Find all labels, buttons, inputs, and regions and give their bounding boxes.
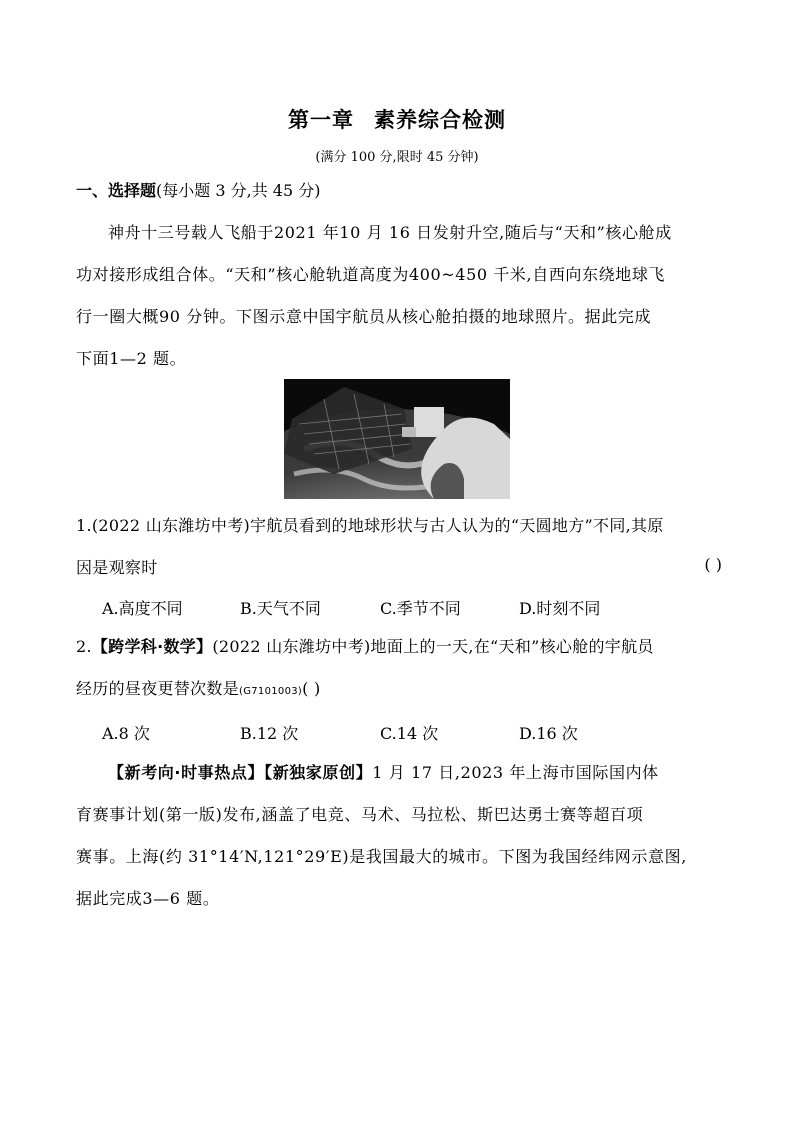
q2-line1-text: (2022 山东潍坊中考)地面上的一天,在“天和”核心舱的宇航员 (212, 637, 654, 656)
q2-option-b[interactable]: B.12 次 (240, 724, 299, 743)
intro-paragraph-2 (76, 752, 722, 920)
intro2-line: 赛事。上海(约 31°14′N,121°29′E)是我国最大的城市。下图为我国经纬网示意图, (76, 847, 687, 866)
q1-option-a[interactable]: A.高度不同 (102, 599, 183, 618)
intro2-tag-1: 【新考向·时事热点】 (108, 763, 265, 782)
intro-paragraph-1 (76, 212, 722, 380)
intro2-line: 据此完成3—6 题。 (76, 889, 220, 908)
q1-option-d[interactable]: D.时刻不同 (519, 599, 601, 618)
page-subtitle: (满分 100 分,限时 45 分钟) (315, 150, 479, 165)
question-2-line: 2.【跨学科·数学】(2022 山东潍坊中考)地面上的一天,在“天和”核心舱的宇航员 (76, 637, 654, 656)
intro1-line: 下面1—2 题。 (76, 349, 187, 368)
section-note: (每小题 3 分,共 45 分) (156, 181, 321, 200)
intro2-line: 育赛事计划(第一版)发布,涵盖了电竞、马术、马拉松、斯巴达勇士赛等超百项 (76, 805, 644, 824)
question-2-line (76, 668, 722, 713)
intro1-line: 行一圈大概90 分钟。下图示意中国宇航员从核心舱拍摄的地球照片。据此完成 (76, 307, 652, 326)
intro1-line: 功对接形成组合体。“天和”核心舱轨道高度为400~450 千米,自西向东绕地球飞 (76, 265, 666, 284)
q2-option-d[interactable]: D.16 次 (519, 724, 578, 743)
earth-photo-image (284, 379, 510, 499)
question-1 (76, 505, 722, 589)
intro2-tag-2: 【新独家原创】 (264, 763, 373, 782)
question-1-line: 1.(2022 山东潍坊中考)宇航员看到的地球形状与古人认为的“天圆地方”不同,其原 (76, 516, 664, 535)
q2-option-a[interactable]: A.8 次 (102, 724, 150, 743)
answer-blank-1[interactable]: ( ) (704, 555, 722, 574)
section-heading (76, 178, 320, 201)
q2-option-c[interactable]: C.14 次 (380, 724, 439, 743)
q1-option-b[interactable]: B.天气不同 (240, 599, 321, 618)
question-2 (76, 626, 722, 713)
intro2-line1-text: 1 月 17 日,2023 年上海市国际国内体 (372, 763, 659, 782)
earth-photo (284, 379, 510, 499)
answer-blank-2[interactable]: ( ) (302, 679, 321, 698)
section-title: 一、选择题 (76, 181, 157, 200)
question-1-line: 因是观察时 (76, 558, 158, 577)
page-title (0, 104, 794, 134)
q2-tag: 【跨学科·数学】 (91, 637, 213, 656)
title-text: 素养综合检测 (374, 107, 506, 132)
q2-line2-text: 经历的昼夜更替次数是 (76, 679, 240, 698)
title-chapter: 第一章 (288, 107, 354, 132)
q1-option-c[interactable]: C.季节不同 (380, 599, 461, 618)
intro2-line (76, 752, 722, 794)
q2-code: (G7101003) (239, 686, 303, 697)
intro1-line: 神舟十三号载人飞船于2021 年10 月 16 日发射升空,随后与“天和”核心舱成 (108, 223, 672, 242)
